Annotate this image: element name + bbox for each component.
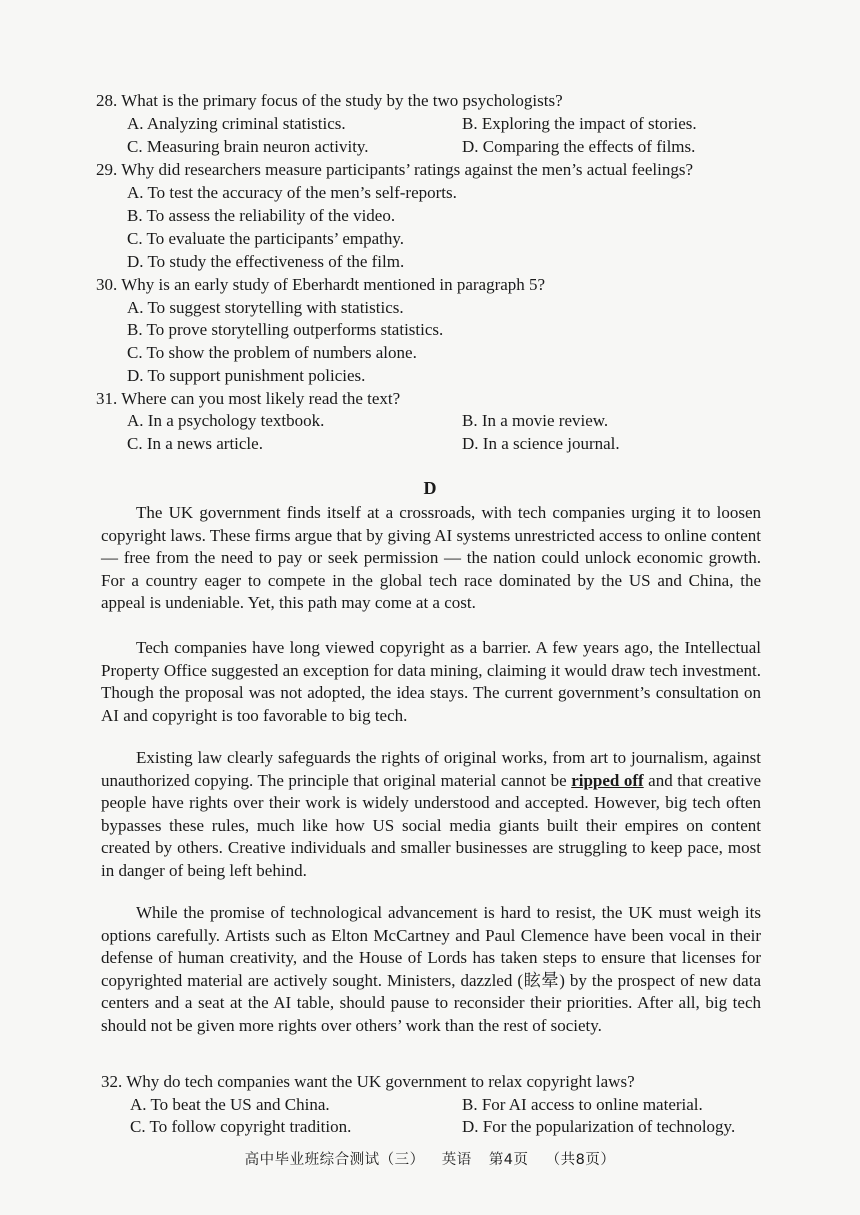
question-29-option-b: B. To assess the reliability of the video. — [127, 206, 396, 225]
question-31-stem: 31. Where can you most likely read the text? — [96, 389, 401, 408]
question-28-option-a: A. Analyzing criminal statistics. — [127, 114, 346, 133]
footer-total-pages: （共8页） — [545, 1152, 616, 1168]
section-d-heading: D — [423, 478, 437, 498]
paragraph-3-text-after: and that creative people have rights over their work is widely understood and accepted. However, big tech often bypasses these rules, much like how US social media giants built their empires on content created by others. Creative individuals and smaller businesses are struggling to keep pace, most in danger of being left behind. — [101, 770, 761, 880]
question-28-option-b: B. Exploring the impact of stories. — [462, 114, 697, 133]
underlined-phrase: ripped off — [571, 770, 644, 790]
question-28-option-c: C. Measuring brain neuron activity. — [127, 137, 369, 156]
question-30-option-a: A. To suggest storytelling with statistics. — [127, 298, 404, 317]
question-32-option-c: C. To follow copyright tradition. — [130, 1117, 352, 1136]
question-32-option-a: A. To beat the US and China. — [130, 1095, 330, 1114]
question-28-option-d: D. Comparing the effects of films. — [462, 137, 696, 156]
question-32-option-b: B. For AI access to online material. — [462, 1095, 703, 1114]
passage-paragraph-1: The UK government finds itself at a crossroads, with tech companies urging it to loosen copyright laws. These firms argue that by giving AI systems unrestricted access to online content — free from the need to pay or seek permission — the nation could unlock economic growth. For a country eager to compete in the global tech race dominated by the US and China, the appeal is undeniable. Yet, this path may come at a cost. — [101, 503, 761, 613]
footer-page-number: 第4页 — [488, 1152, 529, 1168]
passage-paragraph-4: While the promise of technological advancement is hard to resist, the UK must weigh its options carefully. Artists such as Elton McCartney and Paul Clemence have been vocal in their defense of human creativity, and the House of Lords has taken steps to ensure that licenses for copyrighted material are actively sought. Ministers, dazzled (眩晕) by the prospect of new data centers and a seat at the AI table, should pause to reconsider their priorities. After all, big tech should not be given more rights over others’ work than the rest of society. — [101, 903, 761, 1035]
question-31-option-d: D. In a science journal. — [462, 434, 620, 453]
footer-exam-title: 高中毕业班综合测试（三） — [244, 1152, 425, 1168]
question-29-stem: 29. Why did researchers measure participants’ ratings against the men’s actual feelings? — [96, 160, 693, 179]
passage-paragraph-2: Tech companies have long viewed copyright as a barrier. A few years ago, the Intellectual Property Office suggested an exception for data mining, claiming it would draw tech investment. Though the proposal was not adopted, the idea stays. The current government’s consultation on AI and copyright is too favorable to big tech. — [101, 638, 761, 725]
question-31-option-a: A. In a psychology textbook. — [127, 411, 325, 430]
footer-subject: 英语 — [441, 1152, 472, 1168]
question-31-option-c: C. In a news article. — [127, 434, 263, 453]
question-30-stem: 30. Why is an early study of Eberhardt mentioned in paragraph 5? — [96, 275, 546, 294]
question-31-option-b: B. In a movie review. — [462, 411, 609, 430]
paragraph-3-text-before: Existing law clearly safeguards the rights of original works, from art to journalism, against unauthorized copying. The principle that original material cannot be — [101, 748, 761, 790]
passage-paragraph-3 — [101, 747, 761, 883]
question-28-stem: 28. What is the primary focus of the study by the two psychologists? — [96, 91, 563, 110]
question-30-option-b: B. To prove storytelling outperforms statistics. — [127, 320, 444, 339]
question-30-option-d: D. To support punishment policies. — [127, 366, 366, 385]
question-32-stem: 32. Why do tech companies want the UK government to relax copyright laws? — [101, 1072, 635, 1091]
question-29-option-c: C. To evaluate the participants’ empathy. — [127, 229, 405, 248]
question-29-option-d: D. To study the effectiveness of the film. — [127, 252, 405, 271]
question-30-option-c: C. To show the problem of numbers alone. — [127, 343, 417, 362]
page-footer — [0, 1148, 860, 1169]
question-32-option-d: D. For the popularization of technology. — [462, 1117, 736, 1136]
question-29-option-a: A. To test the accuracy of the men’s self-reports. — [127, 183, 457, 202]
